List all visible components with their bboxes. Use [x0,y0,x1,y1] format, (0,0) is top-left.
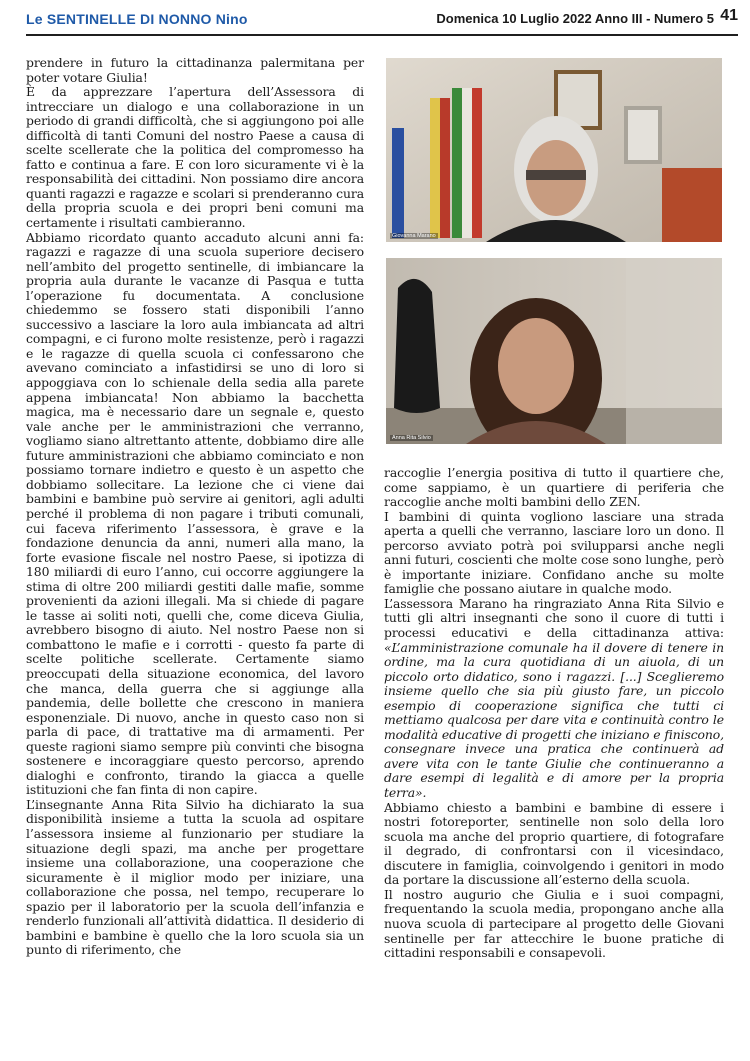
paragraph [384,597,724,801]
paragraph: Abbiamo ricordato quanto accaduto alcuni anni fa: ragazzi e ragazze di una scuola superiore decisero nell’ambito del progetto sentinelle, di imbiancare la propria aula durante le vacanze di Pasqua e tutta l’operazione fu documentata. A conclusione chiedemmo se fossero stati disponibili l’anno successivo a lasciare la loro aula imbiancata ad altri compagni, e ci furono molte resistenze, però i ragazzi e le ragazze di quella scuola ci confessarono che avevano cominciato a infastidirsi se uno di loro si appoggiava con lo schienale della sedia alla parete appena imbiancata! Non abbiamo la bacchetta magica, ma è necessario dare un segnale e, questo vale anche per le amministrazioni che verranno, vogliamo siano altrettanto attente, dobbiamo dire alle future amministrazioni che abbiamo cominciato e non possiamo tornare indietro e questo è un aspetto che dobbiamo sollecitare. La lezione che ci viene dai bambini e bambine può servire ai genitori, agli adulti perché il problema di non pagare i tributi comunali, cui faceva riferimento l’assessora, è grave e la fondazione denuncia da anni, numeri alla mano, la forte evasione fiscale nel nostro Paese, si ipotizza di 180 miliardi di euro l’anno, cui occorre aggiungere la stima di oltre 200 miliardi gestiti dalle mafie, somme provenienti da azioni illegali. Ma si chiede di pagare le tasse ai soliti noti, quelli che, come diceva Giulia, avrebbero bisogno di aiuto. Nel nostro Paese non si combattono le mafie e i corrotti - questo fa parte di scelte politiche scellerate. Certamente siamo preoccupati della situazione economica, del lavoro che manca, della guerra che si aggiunge alla pandemia, delle bollette che crescono in maniera esponenziale. Di nuovo, anche in questo caso non si parla di pace, di trattative ma di armamenti. Per queste ragioni siamo sempre più convinti che bisogna sostenere e incoraggiare questo percorso, aprendo dialoghi e confronto, tirando la giacca a quelle istituzioni che fan finta di non capire. [26,229,364,798]
left-column [26,56,364,958]
paragraph: L’insegnante Anna Rita Silvio ha dichiarato la sua disponibilità insieme a tutta la scuola ad ospitare l’assessora insieme al funzionario per studiare la situazione degli spazi, ma anche per progettare insieme una collaborazione, una cooperazione che sicuramente è il miglior modo per iniziare, una collaborazione che possa, nel tempo, recuperare lo spazio per il laboratorio per la scuola dell’infanzia e renderlo funzionali all’attività didattica. Il desiderio di bambini e bambine è quello che la loro scuola sia un punto di riferimento, che [26,796,364,958]
assessora-quote: «L’amministrazione comunale ha il dovere di tenere in ordine, ma la cura quotidiana di un aiuola, di un piccolo orto didatico, sono i ragazzi. [...] Sceglieremo insieme quello che sia più giusto fare, un piccolo esempio di cooperazione significa che tutti ci mettiamo qualcosa per dare vita e continuità contro le modalità educative di progetti che iniziano e finiscono, consegnare invece una pratica che continuerà ad avere vita con le tante Giulie che continueranno a dare esempi di legalità e di amore per la propria terra». [384,639,724,801]
photo-caption: Anna Rita Silvio [392,435,431,441]
video-call-photo-marano [386,58,722,242]
paragraph-intro: L’assessora Marano ha ringraziato Anna Rita Silvio e tutti gli altri insegnanti che sono il cuore di tutti i processi educativi e della cittadinanza attiva: [384,595,724,641]
photo-caption: Giovanna Marano [392,233,436,239]
paragraph: È da apprezzare l’apertura dell’Assessora di intrecciare un dialogo e una collaborazione in un periodo di grandi difficoltà, che si aggiungono poi alle difficoltà di tanti Comuni del nostro Paese a causa di scelte scellerate che la politica del compromesso ha fatto e continua a fare. E con loro sicuramente vi è la responsabilità dei cittadini. Non possiamo dire ancora quanti ragazzi e ragazze e scolari si prenderanno cura della propria scuola e dei propri beni comuni ma certamente i risultati cambieranno. [26,84,364,231]
right-column [384,466,724,961]
video-call-photo-silvio [386,258,722,444]
page-number: 41 [720,7,738,24]
issue-info: Domenica 10 Luglio 2022 Anno III - Numero 5 [436,11,714,26]
paragraph: I bambini di quinta vogliono lasciare una strada aperta a quelli che verranno, lasciare loro un dono. Il percorso avviato potrà poi svilupparsi anche negli anni futuri, coscienti che molte cose sono lunghe, però è importante iniziare. Confidano anche su molte famiglie che possano aiutare in qualche modo. [384,508,724,597]
paragraph: Il nostro augurio che Giulia e i suoi compagni, frequentando la scuola media, propongano anche alla nuova scuola di partecipare al progetto delle Giovani sentinelle per far attecchire le buone pratiche di cittadini responsabili e consapevoli. [384,886,724,961]
photo-illustration [386,58,722,242]
paragraph: prendere in futuro la cittadinanza palermitana per poter votare Giulia! [26,55,364,85]
page-header [26,8,738,36]
photo-illustration [386,258,722,444]
paragraph: Abbiamo chiesto a bambini e bambine di essere i nostri fotoreporter, sentinelle non solo della loro scuola ma anche del proprio quartiere, di fotografare il degrado, di confrontarsi con il vicesindaco, discutere in famiglia, coinvolgendo i genitori in modo da portare la discussione all’esterno della scuola. [384,799,724,888]
paragraph: raccoglie l’energia positiva di tutto il quartiere che, come sappiamo, è un quartiere di periferia che raccoglie anche molti bambini dello ZEN. [384,465,724,510]
newspaper-title: Le SENTINELLE DI NONNO Nino [26,11,248,27]
